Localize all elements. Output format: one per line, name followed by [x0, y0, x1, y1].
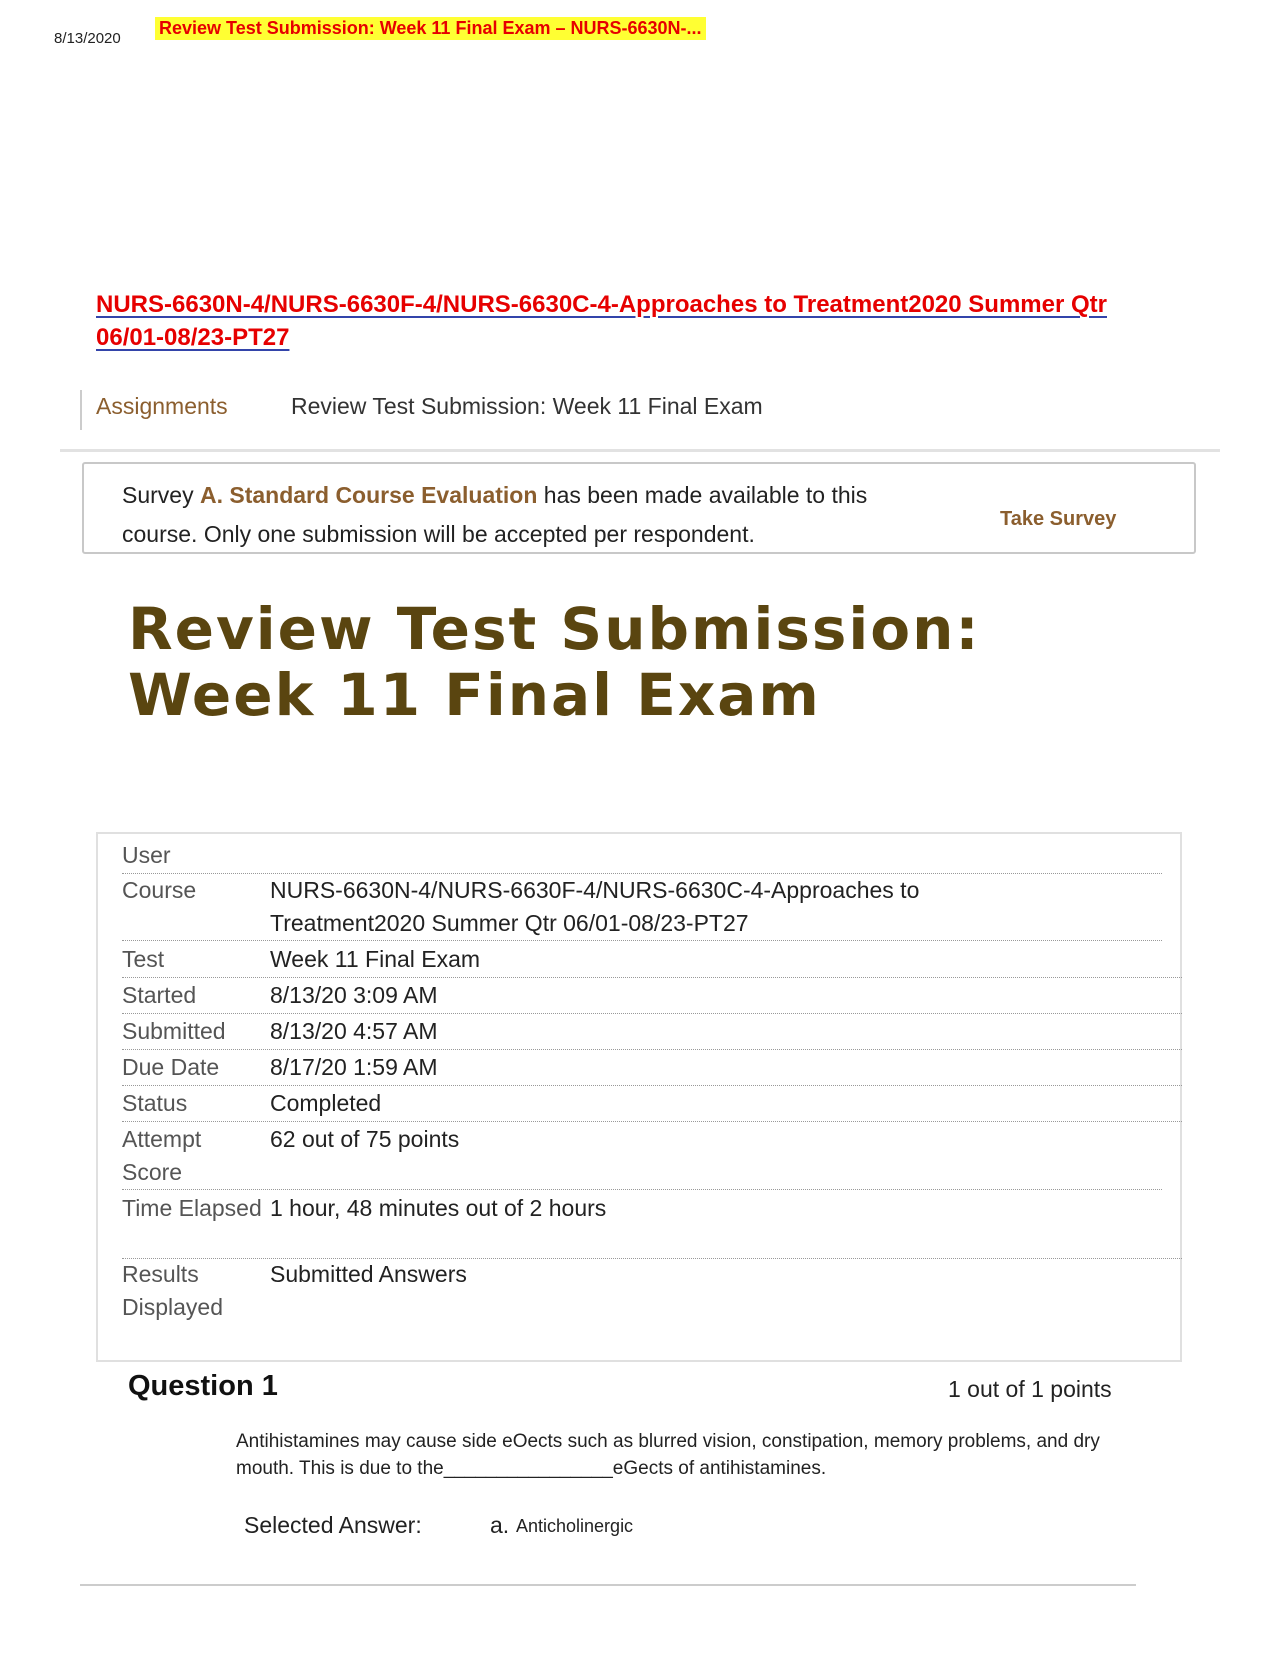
page-title-line-1: Review Test Submission: — [128, 595, 981, 663]
survey-notice — [82, 462, 1196, 554]
breadcrumb-item-current: Review Test Submission: Week 11 Final Exam — [291, 393, 763, 419]
breadcrumb-divider — [60, 449, 1220, 452]
survey-prefix: Survey — [122, 482, 200, 508]
detail-label: Time Elapsed — [122, 1195, 262, 1221]
survey-name-link[interactable]: A. Standard Course Evaluation — [199, 482, 538, 508]
detail-value: 8/13/20 3:09 AM — [270, 982, 438, 1008]
breadcrumb-item-assignments[interactable]: Assignments — [96, 393, 228, 419]
detail-value: 1 hour, 48 minutes out of 2 hours — [270, 1195, 607, 1221]
detail-label: Started — [122, 982, 197, 1008]
detail-value: Submitted Answers — [270, 1261, 467, 1287]
detail-value: 8/17/20 1:59 AM — [270, 1054, 438, 1080]
course-link[interactable] — [96, 288, 1126, 354]
print-date: 8/13/2020 — [54, 30, 121, 47]
survey-suffix: has been made available to this course. Only one submission will be accepted per respondent. — [122, 482, 868, 547]
detail-value: Completed — [270, 1090, 382, 1116]
question-divider — [80, 1584, 1136, 1586]
selected-answer-letter: a. — [490, 1512, 510, 1538]
detail-row-status — [122, 1087, 1182, 1122]
detail-label: User — [122, 842, 171, 868]
document-title: Review Test Submission: Week 11 Final Exam – NURS-6630N-... — [155, 17, 706, 40]
detail-row-time-elapsed — [122, 1192, 1182, 1259]
detail-value: Week 11 Final Exam — [270, 946, 481, 972]
take-survey-button[interactable]: Take Survey — [1000, 508, 1117, 530]
detail-row-results-displayed — [122, 1258, 1182, 1324]
detail-label: Attempt Score — [122, 1126, 202, 1185]
detail-row-attempt-score — [122, 1123, 1162, 1190]
detail-row-test — [122, 943, 1182, 978]
detail-row-user — [122, 839, 1162, 874]
page-title-line-2: Week 11 Final Exam — [128, 661, 821, 729]
detail-row-submitted — [122, 1015, 1182, 1050]
question-points: 1 out of 1 points — [948, 1376, 1112, 1402]
detail-value: NURS-6630N-4/NURS-6630F-4/NURS-6630C-4-Approaches to Treatment2020 Summer Qtr 06/01-08/23-PT27 — [270, 877, 920, 936]
detail-label: Submitted — [122, 1018, 226, 1044]
course-link-text[interactable]: NURS-6630N-4/NURS-6630F-4/NURS-6630C-4-Approaches to Treatment2020 Summer Qtr 06/01-08/23-PT27 — [96, 291, 1107, 351]
detail-label: Test — [122, 946, 165, 972]
detail-label: Course — [122, 877, 197, 903]
survey-message — [122, 476, 932, 554]
breadcrumb — [80, 390, 82, 430]
detail-row-course — [122, 874, 1162, 941]
page-title — [128, 596, 1028, 728]
detail-label: Due Date — [122, 1054, 220, 1080]
selected-answer-label: Selected Answer: — [244, 1512, 422, 1538]
detail-label: Status — [122, 1090, 188, 1116]
detail-value: 62 out of 75 points — [270, 1126, 460, 1152]
question-text: Antihistamines may cause side eOects such as blurred vision, constipation, memory problems, and dry mouth. This is due to the________________eGects of antihistamines. — [236, 1431, 1100, 1479]
selected-answer-value: Anticholinergic — [516, 1516, 634, 1536]
submission-details — [96, 832, 1182, 1362]
detail-row-due-date — [122, 1051, 1182, 1086]
detail-row-started — [122, 979, 1182, 1014]
detail-value: 8/13/20 4:57 AM — [270, 1018, 438, 1044]
detail-label: Results Displayed — [122, 1261, 223, 1320]
question-title: Question 1 — [128, 1370, 278, 1402]
